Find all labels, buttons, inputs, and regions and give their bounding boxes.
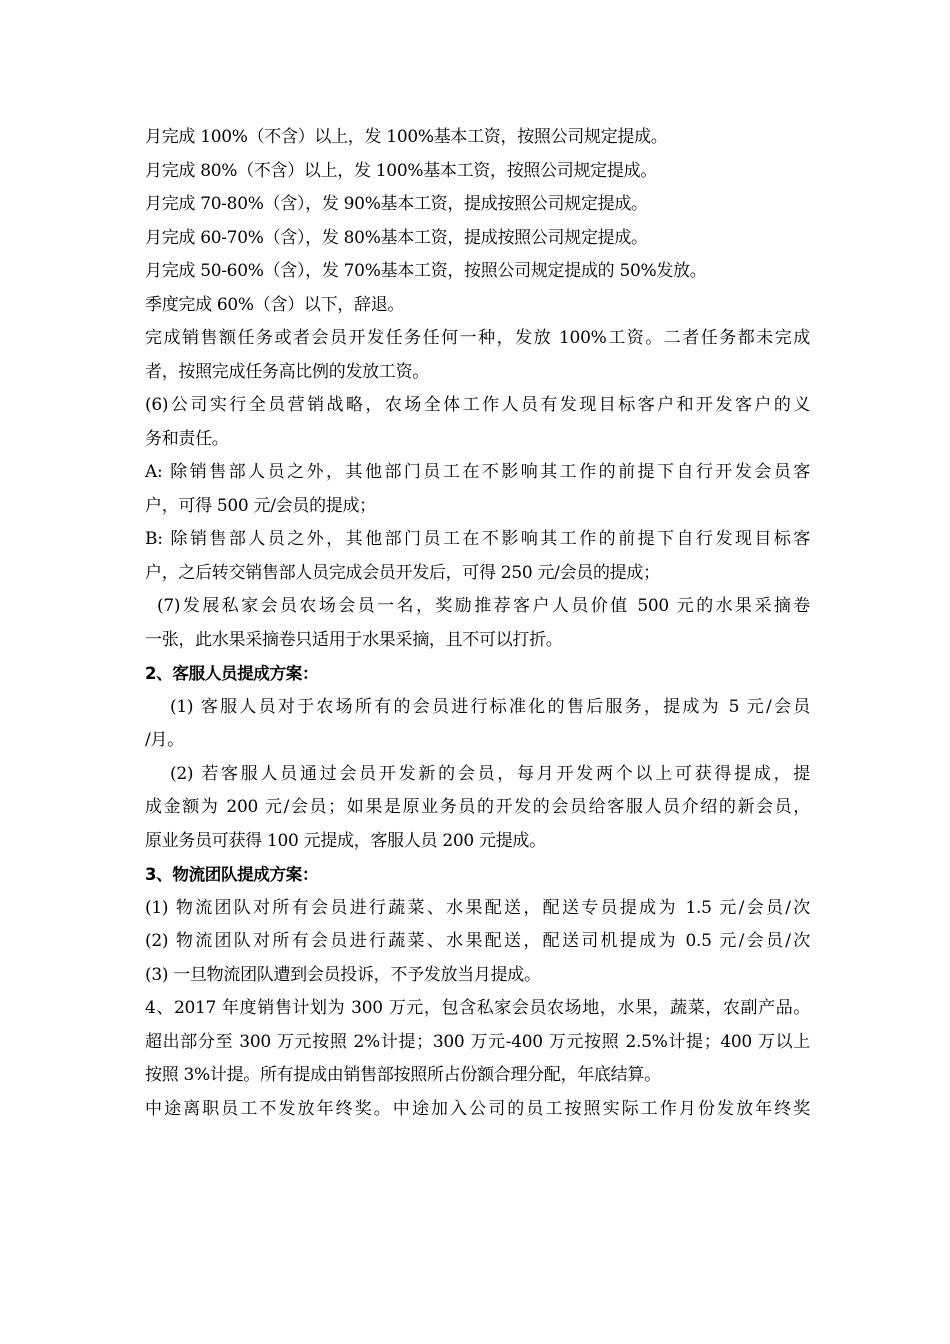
text-line: 者，按照完成任务高比例的发放工资。 xyxy=(145,361,429,382)
document-body xyxy=(145,121,810,1126)
text-line: 月完成 100%（不含）以上，发 100%基本工资，按照公司规定提成。 xyxy=(145,127,668,147)
text-line: 一张，此水果采摘卷只适用于水果采摘，且不可以打折。 xyxy=(145,629,563,650)
text-line: (1) 客服人员对于农场所有的会员进行标准化的售后服务，提成为 5 元/会员 xyxy=(170,696,810,717)
text-line: 超出部分至 300 万元按照 2%计提；300 万元-400 万元按照 2.5%计提；400 万以上 xyxy=(145,1031,810,1052)
text-line: 完成销售额任务或者会员开发任务任何一种，发放 100%工资。二者任务都未完成 xyxy=(145,328,810,348)
section-heading: 2、客服人员提成方案： xyxy=(145,664,319,683)
text-line: /月。 xyxy=(145,730,184,750)
text-line: 户，之后转交销售部人员完成会员开发后，可得 250 元/会员的提成； xyxy=(145,562,660,583)
text-line: (2) 物流团队对所有会员进行蔬菜、水果配送，配送司机提成为 0.5 元/会员/次 xyxy=(145,931,810,951)
text-line: (3) 一旦物流团队遭到会员投诉，不予发放当月提成。 xyxy=(145,964,541,985)
text-line: B: 除销售部人员之外，其他部门员工在不影响其工作的前提下自行发现目标客 xyxy=(145,529,810,549)
text-line: 务和责任。 xyxy=(145,428,229,449)
text-line: 4、2017 年度销售计划为 300 万元，包含私家会员农场地，水果，蔬菜，农副产品。 xyxy=(145,998,810,1018)
text-line: (1) 物流团队对所有会员进行蔬菜、水果配送，配送专员提成为 1.5 元/会员/次 xyxy=(145,897,810,918)
text-line: A: 除销售部人员之外，其他部门员工在不影响其工作的前提下自行开发会员客 xyxy=(145,462,810,482)
text-line: 成金额为 200 元/会员；如果是原业务员的开发的会员给客服人员介绍的新会员， xyxy=(145,797,810,817)
text-line: 按照 3%计提。所有提成由销售部按照所占份额合理分配，年底结算。 xyxy=(145,1065,661,1085)
text-line: (6)公司实行全员营销战略，农场全体工作人员有发现目标客户和开发客户的义 xyxy=(145,395,810,415)
text-line: 原业务员可获得 100 元提成，客服人员 200 元提成。 xyxy=(145,830,546,851)
text-line: 月完成 70-80%（含），发 90%基本工资，提成按照公司规定提成。 xyxy=(145,194,648,214)
text-line: 户，可得 500 元/会员的提成； xyxy=(145,495,376,516)
text-line: 月完成 80%（不含）以上，发 100%基本工资，按照公司规定提成。 xyxy=(145,160,657,181)
text-line: 月完成 50-60%（含），发 70%基本工资，按照公司规定提成的 50%发放。 xyxy=(145,261,707,281)
text-line: (7)发展私家会员农场会员一名，奖励推荐客户人员价值 500 元的水果采摘卷 xyxy=(157,596,810,616)
section-heading: 3、物流团队提成方案： xyxy=(145,865,319,884)
text-line: 中途离职员工不发放年终奖。中途加入公司的员工按照实际工作月份发放年终奖 xyxy=(145,1098,810,1119)
text-line: (2) 若客服人员通过会员开发新的会员，每月开发两个以上可获得提成，提 xyxy=(170,763,810,784)
text-line: 季度完成 60%（含）以下，辞退。 xyxy=(145,294,405,315)
text-line: 月完成 60-70%（含），发 80%基本工资，提成按照公司规定提成。 xyxy=(145,227,648,248)
